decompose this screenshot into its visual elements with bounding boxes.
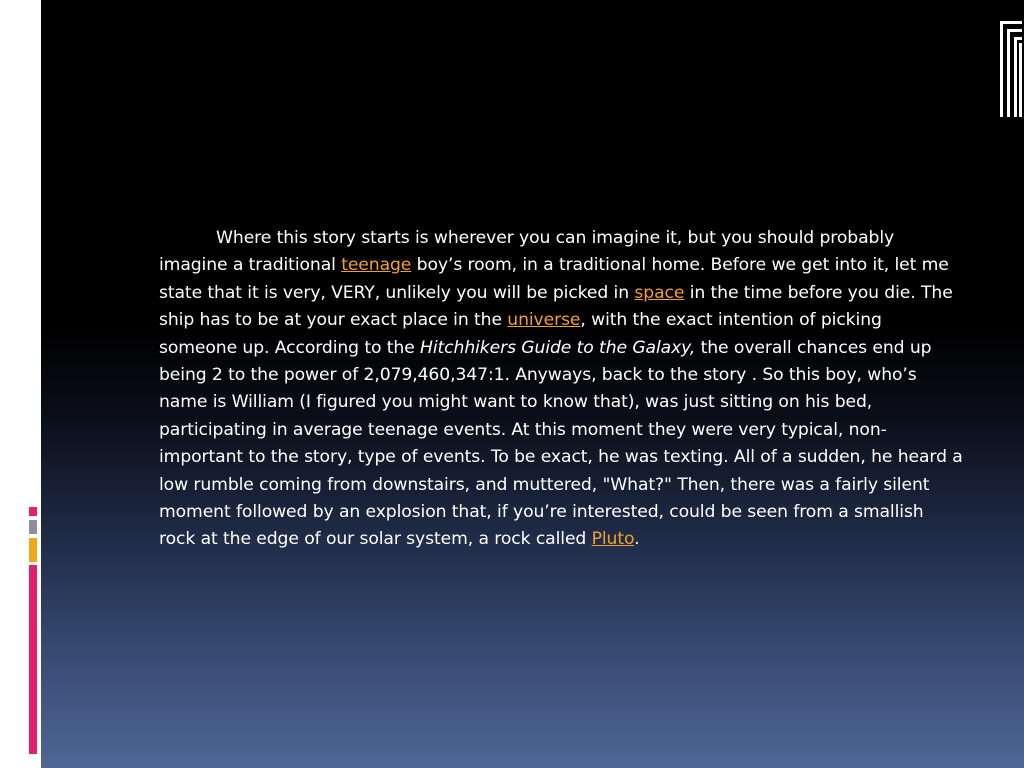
story-text-segment: the overall chances end up being 2 to the power of 2,079,460,347:1. Anyways, back to the story . So this boy, who’s name is William (I figured you might want to know that), was just sitting on his bed, participating in average teenage events. At this moment they were very typical, non-important to the story, type of events. To be exact, he was texting. All of a sudden, he heard a low rumble coming from downstairs, and muttered, "What?" Then, there was a fairly silent moment followed by an explosion that, if you’re interested, could be seen from a smallish rock at the edge of our solar system, a rock called (159, 337, 963, 550)
story-text-segment: . (634, 529, 640, 550)
document-stack-icon (1000, 21, 1022, 121)
story-text-segment: in the time before you die. The ship has to be at your exact place in the (159, 282, 953, 331)
story-text-segment: boy’s room, in a traditional home. Before we get into it, let me state that it is very, VERY, unlikely you will be picked in (159, 255, 949, 303)
link-teenage[interactable]: teenage (341, 255, 412, 276)
decorative-bar-pink-top (29, 507, 37, 516)
decorative-bar-orange (29, 538, 37, 562)
link-space[interactable]: space (634, 282, 685, 303)
story-text (159, 225, 964, 554)
book-title: Hitchhikers Guide to the Galaxy, (420, 337, 696, 358)
decorative-bar-pink-long (29, 565, 37, 754)
link-universe[interactable]: universe (507, 310, 581, 331)
story-paragraph (159, 225, 964, 554)
story-text-segment: , with the exact intention of picking someone up. According to the (159, 310, 882, 358)
story-text-segment: Where this story starts is wherever you can imagine it, but you should probably imagine a traditional (159, 228, 895, 276)
link-pluto[interactable]: Pluto (591, 529, 635, 550)
decorative-bar-gray (29, 520, 37, 534)
